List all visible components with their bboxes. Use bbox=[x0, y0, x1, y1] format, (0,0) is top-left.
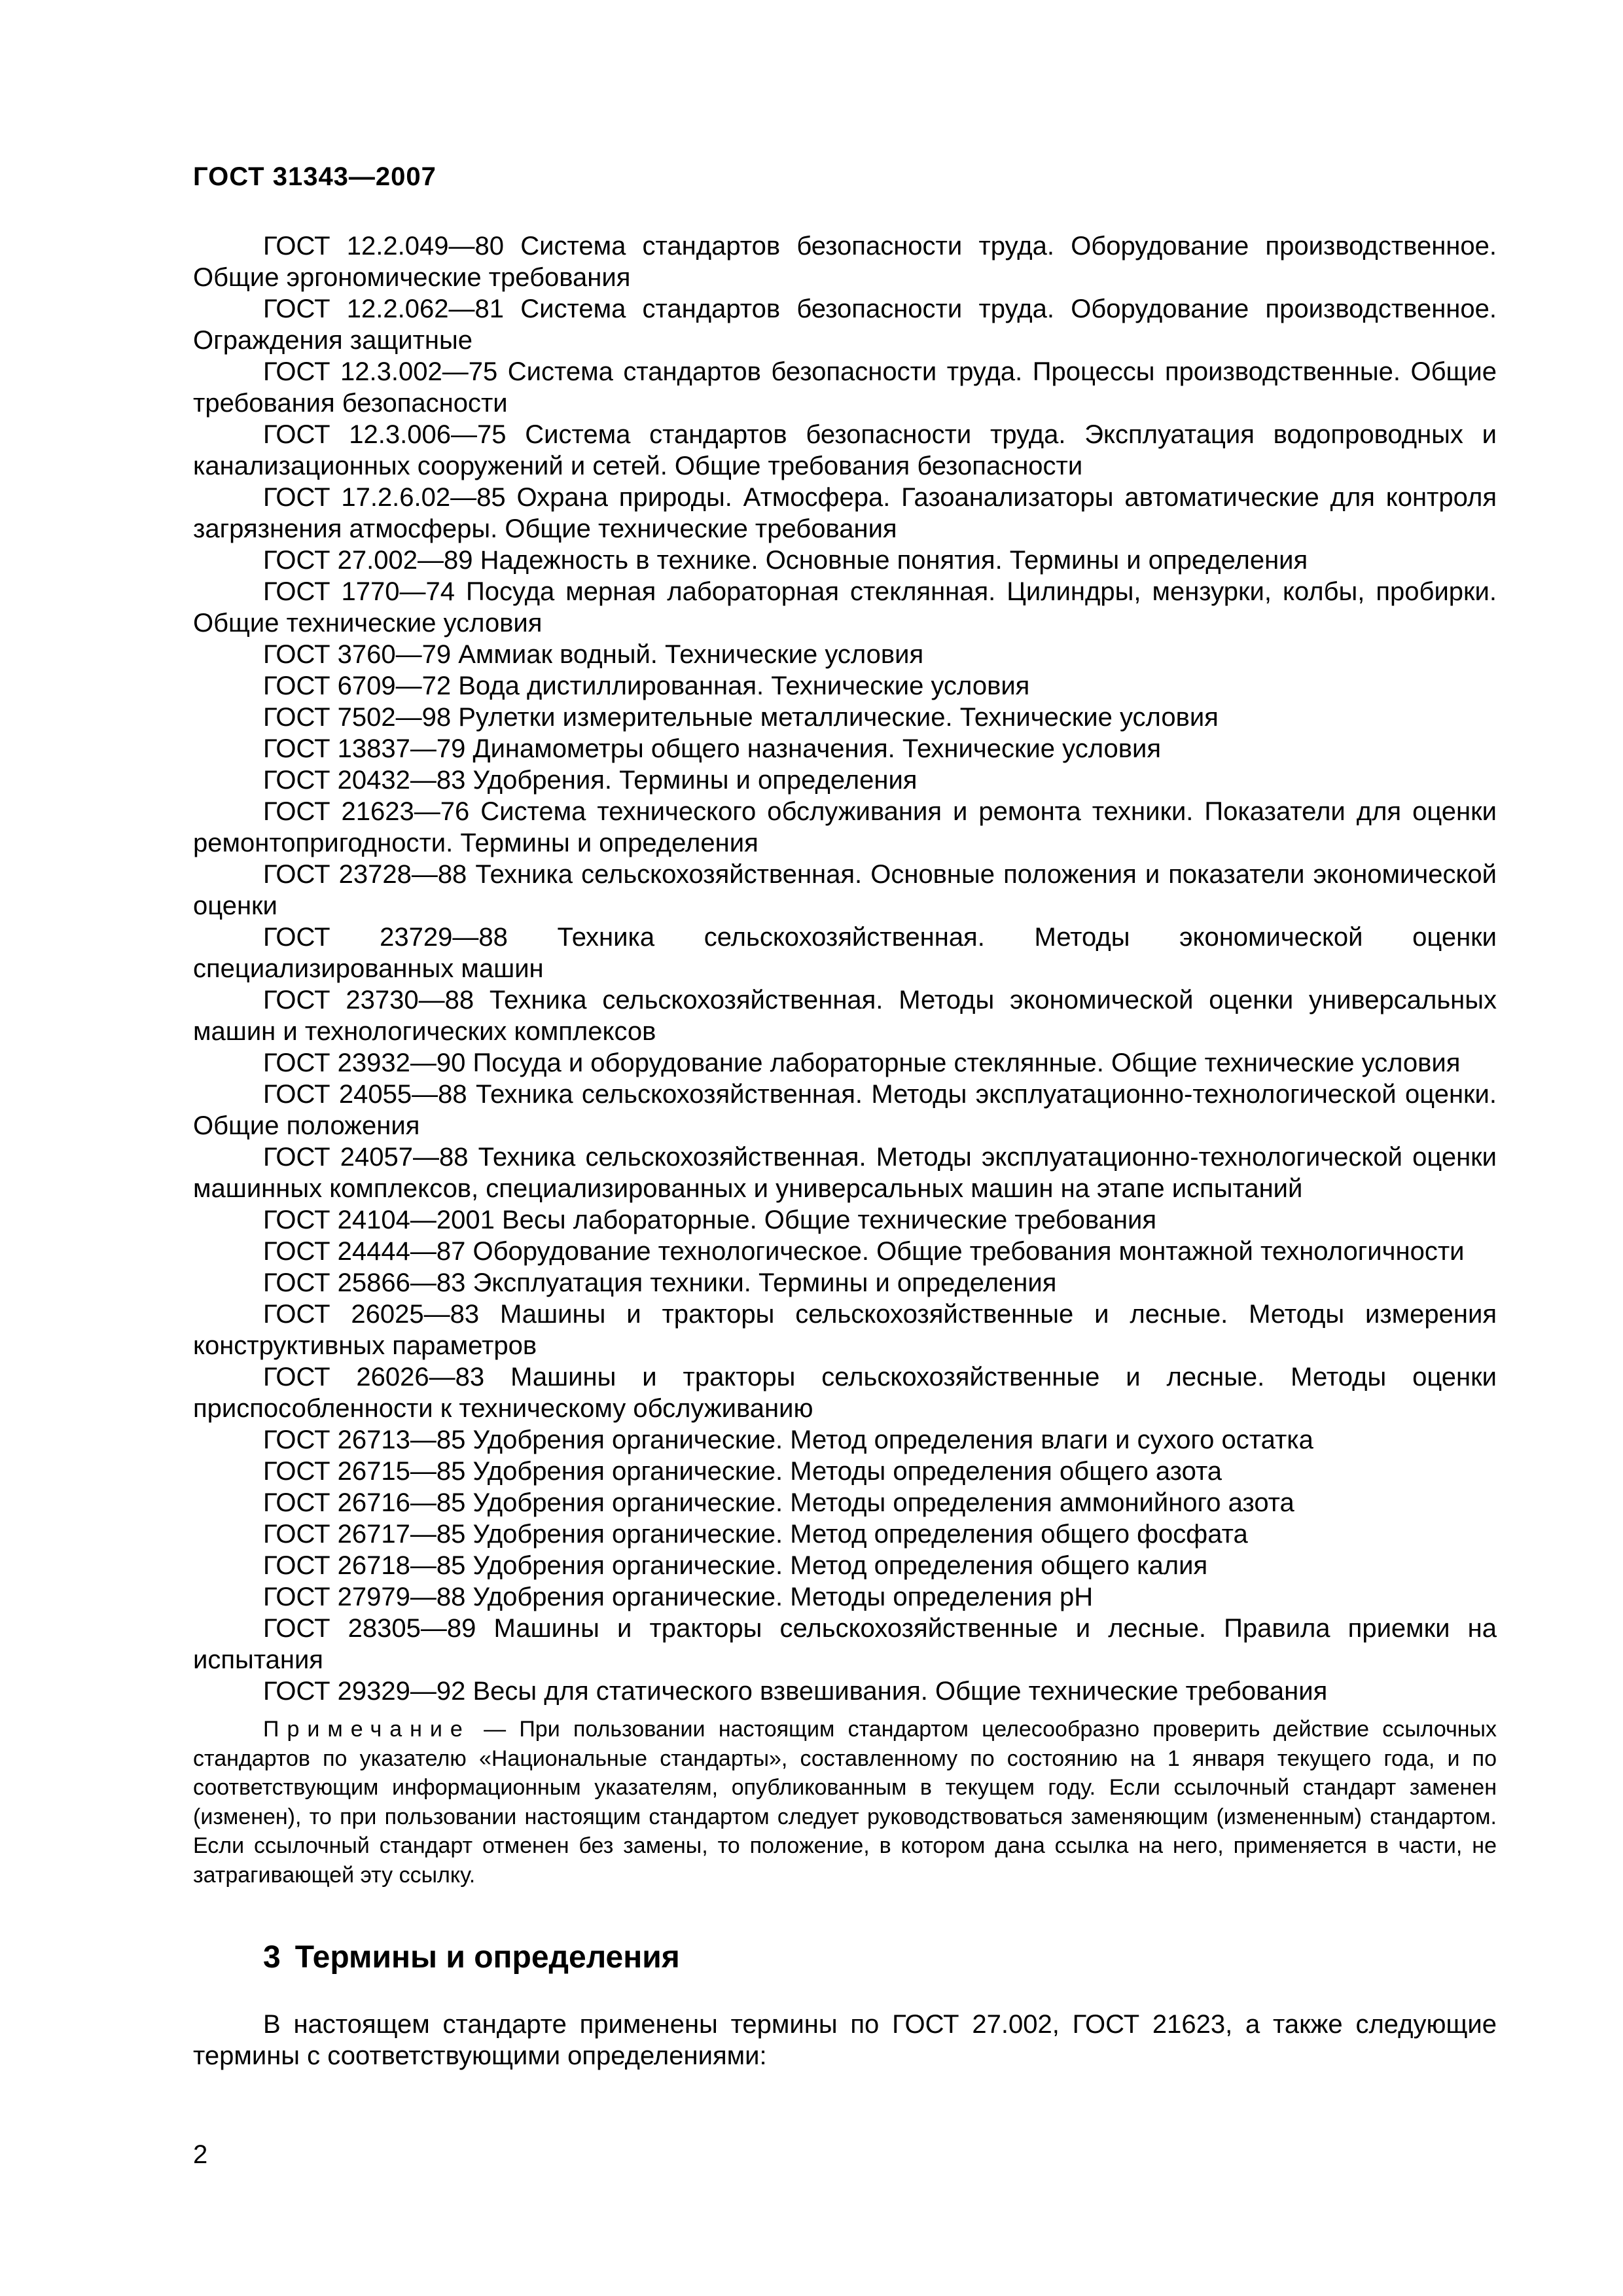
reference-code: ГОСТ 3760—79 bbox=[263, 640, 452, 669]
reference-title: Система стандартов безопасности труда. Эксплуатация водопроводных и канализационных сооружений и сетей. Общие требования безопасности bbox=[193, 420, 1497, 480]
page-number: 2 bbox=[193, 2140, 208, 2169]
reference-title: Удобрения органические. Методы определения pH bbox=[473, 1583, 1094, 1611]
reference-item bbox=[193, 859, 1497, 922]
reference-item bbox=[193, 230, 1497, 293]
reference-item bbox=[193, 1141, 1497, 1204]
reference-title: Техника сельскохозяйственная. Основные положения и показатели экономической оценки bbox=[193, 860, 1497, 920]
reference-code: ГОСТ 26716—85 bbox=[263, 1488, 466, 1517]
section-intro-paragraph: В настоящем стандарте применены термины по ГОСТ 27.002, ГОСТ 21623, а также следующие термины с соответствующими определениями: bbox=[193, 2010, 1497, 2070]
reference-code: ГОСТ 12.2.062—81 bbox=[263, 295, 504, 323]
reference-code: ГОСТ 29329—92 bbox=[263, 1677, 466, 1706]
reference-title: Удобрения органические. Методы определения аммонийного азота bbox=[473, 1488, 1294, 1517]
reference-item bbox=[193, 922, 1497, 984]
reference-code: ГОСТ 12.2.049—80 bbox=[263, 232, 504, 260]
reference-item bbox=[193, 796, 1497, 859]
reference-item bbox=[193, 702, 1497, 733]
reference-title: Машины и тракторы сельскохозяйственные и лесные. Правила приемки на испытания bbox=[193, 1614, 1497, 1674]
section-number: 3 bbox=[263, 1940, 281, 1975]
reference-title: Система стандартов безопасности труда. Оборудование производственное. Ограждения защитные bbox=[193, 295, 1497, 355]
reference-item bbox=[193, 1581, 1497, 1613]
reference-title: Система стандартов безопасности труда. Процессы производственные. Общие требования безопасности bbox=[193, 357, 1497, 418]
note-paragraph bbox=[193, 1715, 1497, 1890]
reference-item bbox=[193, 764, 1497, 796]
reference-item bbox=[193, 482, 1497, 545]
reference-title: Техника сельскохозяйственная. Методы экономической оценки универсальных машин и технологических комплексов bbox=[193, 986, 1497, 1046]
reference-title: Система технического обслуживания и ремонта техники. Показатели для оценки ремонтопригодности. Термины и определения bbox=[193, 797, 1497, 857]
reference-code: ГОСТ 27979—88 bbox=[263, 1583, 466, 1611]
reference-item bbox=[193, 576, 1497, 639]
reference-title: Удобрения органические. Метод определения общего фосфата bbox=[473, 1520, 1248, 1549]
reference-item bbox=[193, 1204, 1497, 1236]
note-dash: — bbox=[470, 1717, 520, 1742]
reference-item bbox=[193, 1487, 1497, 1518]
note-text: При пользовании настоящим стандартом целесообразно проверить действие ссылочных стандартов по указателю «Национальные стандарты», составленному по состоянию на 1 января текущего года, и по соответствующим информационным указателям, опубликованным в текущем году. Если ссылочный стандарт заменен (изменен), то при пользовании настоящим стандартом следует руководствоваться заменяющим (измененным) стандартом. Если ссылочный стандарт отменен без замены, то положение, в котором дана ссылка на него, применяется в части, не затрагивающей эту ссылку. bbox=[193, 1717, 1497, 1888]
reference-item bbox=[193, 1424, 1497, 1456]
reference-item bbox=[193, 670, 1497, 702]
reference-item bbox=[193, 293, 1497, 356]
reference-code: ГОСТ 26713—85 bbox=[263, 1426, 466, 1454]
reference-title: Весы лабораторные. Общие технические требования bbox=[501, 1206, 1157, 1234]
reference-code: ГОСТ 23730—88 bbox=[263, 986, 474, 1014]
reference-code: ГОСТ 25866—83 bbox=[263, 1268, 466, 1297]
reference-code: ГОСТ 1770—74 bbox=[263, 577, 455, 606]
normative-references-list bbox=[193, 230, 1497, 1707]
reference-item bbox=[193, 1361, 1497, 1424]
reference-code: ГОСТ 24055—88 bbox=[263, 1080, 467, 1109]
reference-code: ГОСТ 26717—85 bbox=[263, 1520, 466, 1549]
reference-title: Охрана природы. Атмосфера. Газоанализаторы автоматические для контроля загрязнения атмосферы. Общие технические требования bbox=[193, 483, 1497, 543]
reference-title: Аммиак водный. Технические условия bbox=[458, 640, 924, 669]
document-header: ГОСТ 31343—2007 bbox=[193, 162, 437, 191]
reference-code: ГОСТ 27.002—89 bbox=[263, 546, 473, 575]
reference-item bbox=[193, 356, 1497, 419]
reference-code: ГОСТ 23932—90 bbox=[263, 1049, 466, 1077]
note-label: Примечание bbox=[263, 1717, 471, 1742]
reference-item bbox=[193, 1299, 1497, 1361]
reference-title: Динамометры общего назначения. Технические условия bbox=[473, 734, 1161, 763]
reference-title: Техника сельскохозяйственная. Методы эксплуатационно-технологической оценки. Общие положения bbox=[193, 1080, 1497, 1140]
reference-item bbox=[193, 545, 1497, 576]
reference-item bbox=[193, 1079, 1497, 1141]
reference-code: ГОСТ 23729—88 bbox=[263, 923, 508, 952]
reference-title: Система стандартов безопасности труда. Оборудование производственное. Общие эргономические требования bbox=[193, 232, 1497, 292]
reference-code: ГОСТ 13837—79 bbox=[263, 734, 466, 763]
reference-title: Надежность в технике. Основные понятия. Термины и определения bbox=[480, 546, 1308, 575]
reference-code: ГОСТ 23728—88 bbox=[263, 860, 467, 889]
reference-title: Посуда и оборудование лабораторные стеклянные. Общие технические условия bbox=[473, 1049, 1461, 1077]
reference-code: ГОСТ 26715—85 bbox=[263, 1457, 466, 1486]
reference-code: ГОСТ 26026—83 bbox=[263, 1363, 485, 1391]
reference-title: Оборудование технологическое. Общие требования монтажной технологичности bbox=[473, 1237, 1465, 1266]
reference-item bbox=[193, 639, 1497, 670]
reference-item bbox=[193, 419, 1497, 482]
reference-code: ГОСТ 24444—87 bbox=[263, 1237, 466, 1266]
reference-title: Рулетки измерительные металлические. Технические условия bbox=[458, 703, 1219, 732]
reference-code: ГОСТ 26718—85 bbox=[263, 1551, 466, 1580]
reference-code: ГОСТ 24057—88 bbox=[263, 1143, 469, 1172]
reference-item bbox=[193, 1550, 1497, 1581]
section-heading bbox=[193, 1938, 1497, 1977]
reference-item bbox=[193, 1613, 1497, 1676]
reference-item bbox=[193, 1267, 1497, 1299]
reference-title: Вода дистиллированная. Технические условия bbox=[458, 672, 1030, 700]
reference-item bbox=[193, 733, 1497, 764]
reference-title: Удобрения органические. Методы определения общего азота bbox=[473, 1457, 1222, 1486]
reference-title: Удобрения органические. Метод определения общего калия bbox=[473, 1551, 1208, 1580]
reference-code: ГОСТ 28305—89 bbox=[263, 1614, 476, 1643]
reference-item bbox=[193, 1676, 1497, 1707]
reference-item bbox=[193, 1236, 1497, 1267]
reference-title: Машины и тракторы сельскохозяйственные и лесные. Методы оценки приспособленности к техническому обслуживанию bbox=[193, 1363, 1497, 1423]
reference-item bbox=[193, 984, 1497, 1047]
reference-title: Машины и тракторы сельскохозяйственные и лесные. Методы измерения конструктивных параметров bbox=[193, 1300, 1497, 1360]
reference-title: Весы для статического взвешивания. Общие технические требования bbox=[473, 1677, 1328, 1706]
section-title: Термины и определения bbox=[294, 1940, 680, 1975]
reference-title: Удобрения. Термины и определения bbox=[473, 766, 918, 795]
reference-code: ГОСТ 6709—72 bbox=[263, 672, 452, 700]
reference-code: ГОСТ 7502—98 bbox=[263, 703, 452, 732]
reference-title: Техника сельскохозяйственная. Методы эксплуатационно-технологической оценки машинных комплексов, специализированных и универсальных машин на этапе испытаний bbox=[193, 1143, 1497, 1203]
reference-title: Техника сельскохозяйственная. Методы экономической оценки специализированных машин bbox=[193, 923, 1497, 983]
reference-code: ГОСТ 21623—76 bbox=[263, 797, 470, 826]
reference-code: ГОСТ 17.2.6.02—85 bbox=[263, 483, 506, 512]
page-content bbox=[193, 230, 1497, 2072]
reference-code: ГОСТ 24104—2001 bbox=[263, 1206, 495, 1234]
reference-title: Удобрения органические. Метод определения влаги и сухого остатка bbox=[473, 1426, 1313, 1454]
reference-item bbox=[193, 1047, 1497, 1079]
reference-item bbox=[193, 1518, 1497, 1550]
reference-title: Посуда мерная лабораторная стеклянная. Цилиндры, мензурки, колбы, пробирки. Общие технические условия bbox=[193, 577, 1497, 637]
reference-code: ГОСТ 12.3.006—75 bbox=[263, 420, 507, 449]
reference-code: ГОСТ 26025—83 bbox=[263, 1300, 480, 1329]
reference-title: Эксплуатация техники. Термины и определения bbox=[473, 1268, 1057, 1297]
reference-item bbox=[193, 1456, 1497, 1487]
reference-code: ГОСТ 20432—83 bbox=[263, 766, 466, 795]
reference-code: ГОСТ 12.3.002—75 bbox=[263, 357, 498, 386]
